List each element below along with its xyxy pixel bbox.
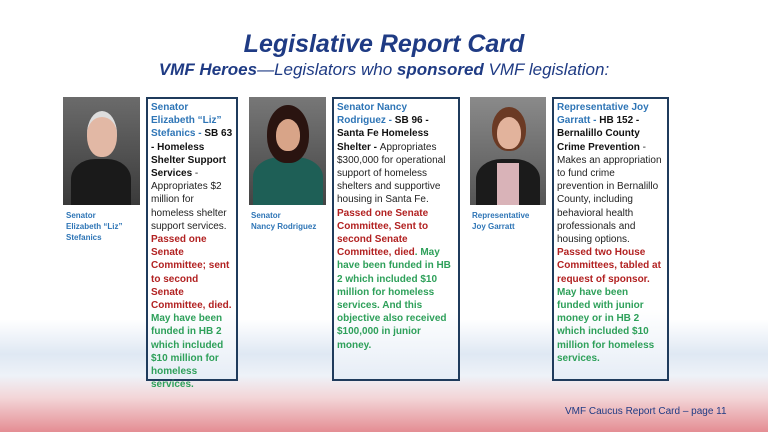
caption-line: Nancy Rodriguez: [251, 222, 317, 231]
bill-title: HB 152 - Bernalillo County Crime Prevention: [557, 115, 640, 153]
subtitle-heroes: VMF Heroes: [158, 60, 258, 79]
legislator-name: Senator Elizabeth “Liz” Stefanics -: [151, 102, 222, 140]
page-title: Legislative Report Card: [243, 30, 525, 58]
caption-line: Senator: [251, 211, 281, 220]
caption-garratt: [472, 210, 529, 232]
card-stefanics: [146, 97, 238, 391]
bill-title: SB 63 - Homeless Shelter Support Services: [151, 128, 233, 180]
subtitle-end: VMF legislation:: [483, 60, 610, 79]
photo-garratt: [470, 97, 546, 205]
bill-status: Passed one Senate Committee; sent to second Senate Committee, died.: [151, 234, 232, 312]
photo-stefanics: [63, 97, 140, 205]
legislator-name: Representative Joy Garratt -: [557, 102, 649, 127]
bill-status: Passed two House Committees, tabled at request of sponsor.: [557, 247, 661, 285]
caption-line: Stefanics: [66, 233, 102, 242]
legislator-name: Senator Nancy Rodriguez -: [337, 102, 408, 127]
page-footer: VMF Caucus Report Card – page 11: [565, 406, 727, 417]
funding-note: May have been funded in HB 2 which included $10 million for homeless services.: [151, 313, 224, 391]
funding-note: May have been funded with junior money or in HB 2 which included $10 million for homeless services.: [557, 286, 655, 364]
caption-line: Joy Garratt: [472, 222, 515, 231]
funding-note: . May have been funded in HB 2 which included $10 million for homeless services. And this objective also received $100,000 in junior money.: [337, 247, 451, 351]
bill-status: Passed one Senate Committee, Sent to second Senate Committee, died: [337, 207, 429, 259]
page-subtitle: [0, 60, 768, 80]
card-rodriguez: [332, 97, 460, 381]
subtitle-sponsored: sponsored: [396, 60, 484, 79]
bill-title: SB 96 - Santa Fe Homeless Shelter -: [337, 115, 429, 153]
bill-description: - Makes an appropriation to fund crime prevention in Bernalillo County, including behavioral health professionals and housing options.: [557, 141, 662, 246]
caption-line: Elizabeth “Liz”: [66, 222, 123, 231]
bill-description: - Appropriates $2 million for homeless shelter support services.: [151, 168, 227, 232]
photo-rodriguez: [249, 97, 326, 205]
caption-stefanics: [66, 210, 122, 243]
caption-line: Senator: [66, 211, 96, 220]
bill-description: Appropriates $300,000 for operational support of homeless shelters and supportive housing in Santa Fe.: [337, 141, 446, 206]
subtitle-text: —Legislators who: [257, 60, 397, 79]
caption-line: Representative: [472, 211, 530, 220]
caption-rodriguez: [251, 210, 316, 232]
card-garratt: [552, 97, 669, 381]
